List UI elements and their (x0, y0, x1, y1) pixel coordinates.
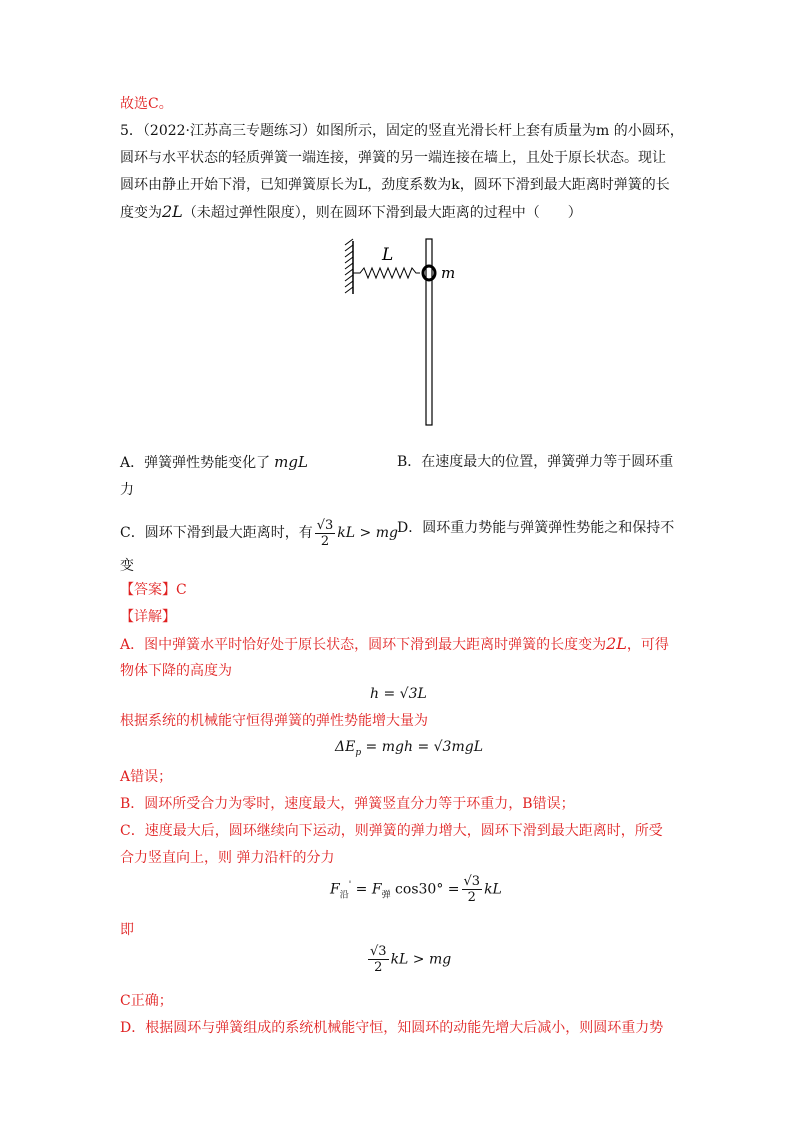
detail-C-right: C正确； (120, 993, 173, 1009)
question-text-1: （2022·江苏高三专题练习）如图所示，固定的竖直光滑长杆上套有质量为m 的小圆环， (142, 123, 684, 139)
equation-force-component: $F_沿' = F_弹$ cos30° = $\frac{√3}{2}$ kL (330, 874, 502, 905)
question-line-3: 圆环由静止开始下滑，已知弹簧原长为L，劲度系数为k，圆环下滑到最大距离时弹簧的长 (120, 177, 670, 193)
detail-A-wrong: A错误； (120, 769, 173, 785)
equation-delta-ep: $\Delta E_p$ = mgh = √3mgL (335, 739, 483, 758)
label-L: L (382, 245, 394, 265)
equation-inequality: $\frac{√3}{2}$ kL > mg (370, 944, 452, 975)
option-C-fraction: $\frac{√3}{2}$ (316, 518, 334, 549)
detail-C-line-2: 合力竖直向上，则 弹力沿杆的分力 (120, 850, 335, 866)
detail-A-line-3: 根据系统的机械能守恒得弹簧的弹性势能增大量为 (120, 713, 428, 729)
option-B: B．在速度最大的位置，弹簧弹力等于圆环重 (397, 454, 674, 470)
option-A: A．弹簧弹性势能变化了 mgL (120, 453, 308, 471)
option-A-expr: mgL (274, 453, 308, 471)
question-number: 5． (120, 123, 143, 139)
answer-label: 【答案】C (120, 582, 187, 598)
question-line-2: 圆环与水平状态的轻质弹簧一端连接，弹簧的另一端连接在墙上，且处于原长状态。现让 (120, 150, 666, 166)
detail-C-line-1: C．速度最大后，圆环继续向下运动，则弹簧的弹力增大，圆环下滑到最大距离时，所受 (120, 823, 663, 839)
wall-hatching (345, 239, 353, 293)
spring-ring-figure (340, 236, 480, 436)
option-B-continued: 力 (120, 482, 134, 498)
question-line-1 (120, 121, 684, 141)
label-m: m (441, 264, 456, 282)
option-C: C．圆环下滑到最大距离时，有 $\frac{√3}{2}$ kL > mg (120, 518, 398, 549)
option-D: D．圆环重力势能与弹簧弹性势能之和保持不 (397, 520, 675, 536)
previous-answer-line: 故选C。 (120, 96, 173, 112)
option-D-continued: 变 (120, 558, 134, 574)
detail-A-line-2: 物体下降的高度为 (120, 663, 232, 679)
question-line-4: 度变为2L（未超过弹性限度），则在圆环下滑到最大距离的过程中（ ） (120, 202, 582, 221)
equation-h: h = √3L (370, 686, 427, 702)
detail-B-line: B．圆环所受合力为零时，速度最大，弹簧竖直分力等于环重力，B错误； (120, 796, 575, 812)
detail-ji: 即 (120, 922, 134, 938)
var-2L: 2L (162, 202, 183, 221)
detail-D-line: D．根据圆环与弹簧组成的系统机械能守恒，知圆环的动能先增大后减小，则圆环重力势 (120, 1020, 664, 1036)
detail-label: 【详解】 (120, 609, 176, 625)
detail-A-line-1: A．图中弹簧水平时恰好处于原长状态，圆环下滑到最大距离时弹簧的长度变为2L，可得 (120, 634, 669, 653)
option-C-expr: kL > mg (337, 525, 398, 541)
spring (353, 268, 420, 278)
